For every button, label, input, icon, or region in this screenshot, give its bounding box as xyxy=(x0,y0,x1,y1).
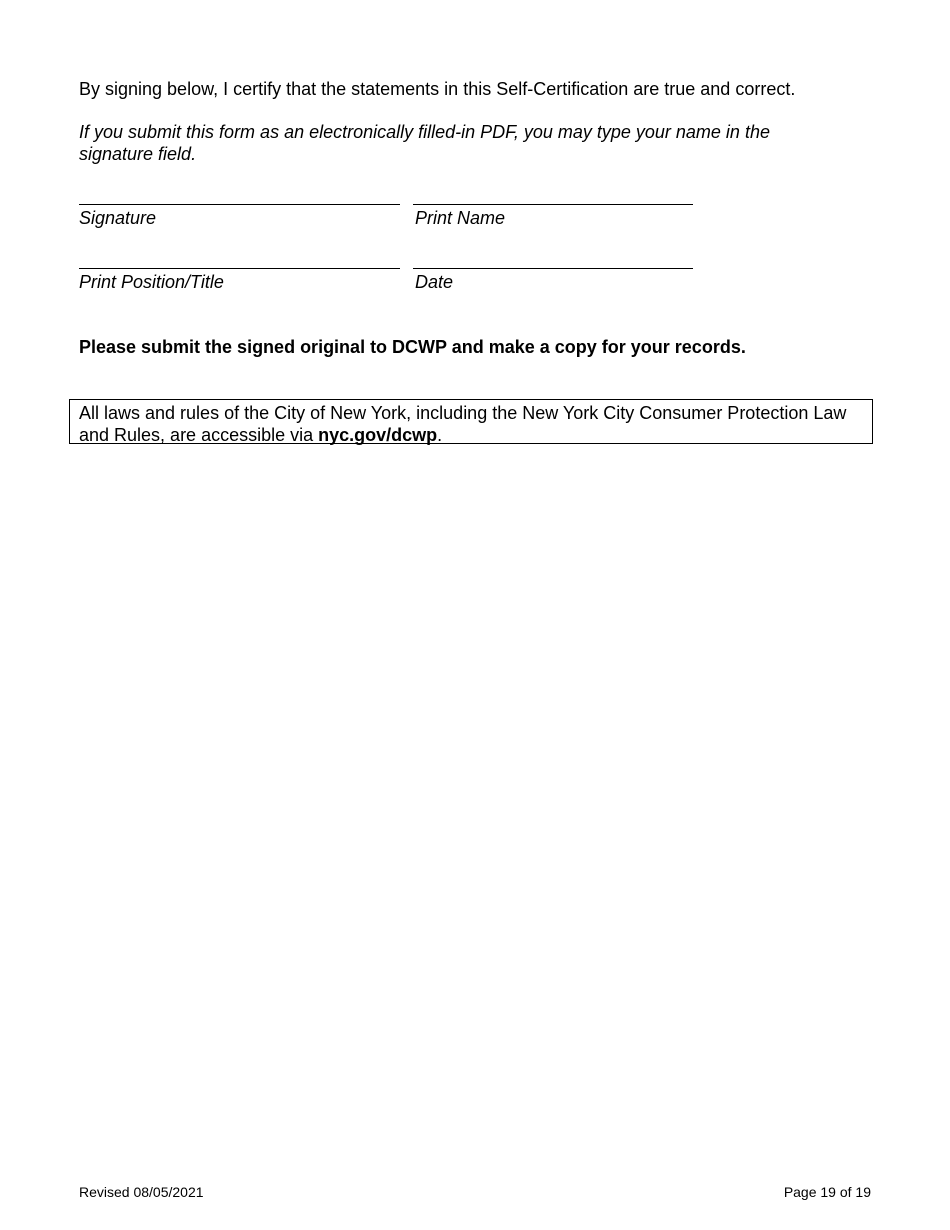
print-name-label: Print Name xyxy=(415,208,506,228)
page-number: Page 19 of 19 xyxy=(783,1184,871,1200)
print-name-line[interactable] xyxy=(413,204,693,205)
submit-instruction: Please submit the signed original to DCWP and make a copy for your records. xyxy=(79,337,746,357)
nyc-dcwp-link[interactable]: nyc.gov/dcwp xyxy=(318,425,438,445)
certification-statement: By signing below, I certify that the statements in this Self-Certification are true and correct. xyxy=(79,79,796,99)
signature-instructions: If you submit this form as an electronically filled-in PDF, you may type your name in the signature field. xyxy=(79,122,770,164)
laws-notice-box xyxy=(69,399,873,444)
position-title-label: Print Position/Title xyxy=(79,272,224,292)
notice-text: All laws and rules of the City of New York, including the New York City Consumer Protection Law and Rules, are accessible via xyxy=(79,403,847,445)
signature-line[interactable] xyxy=(79,204,400,205)
revised-date: Revised 08/05/2021 xyxy=(79,1184,204,1200)
signature-label: Signature xyxy=(79,208,157,228)
date-label: Date xyxy=(415,272,454,292)
date-line[interactable] xyxy=(413,268,693,269)
notice-period: . xyxy=(437,425,443,445)
position-title-line[interactable] xyxy=(79,268,400,269)
